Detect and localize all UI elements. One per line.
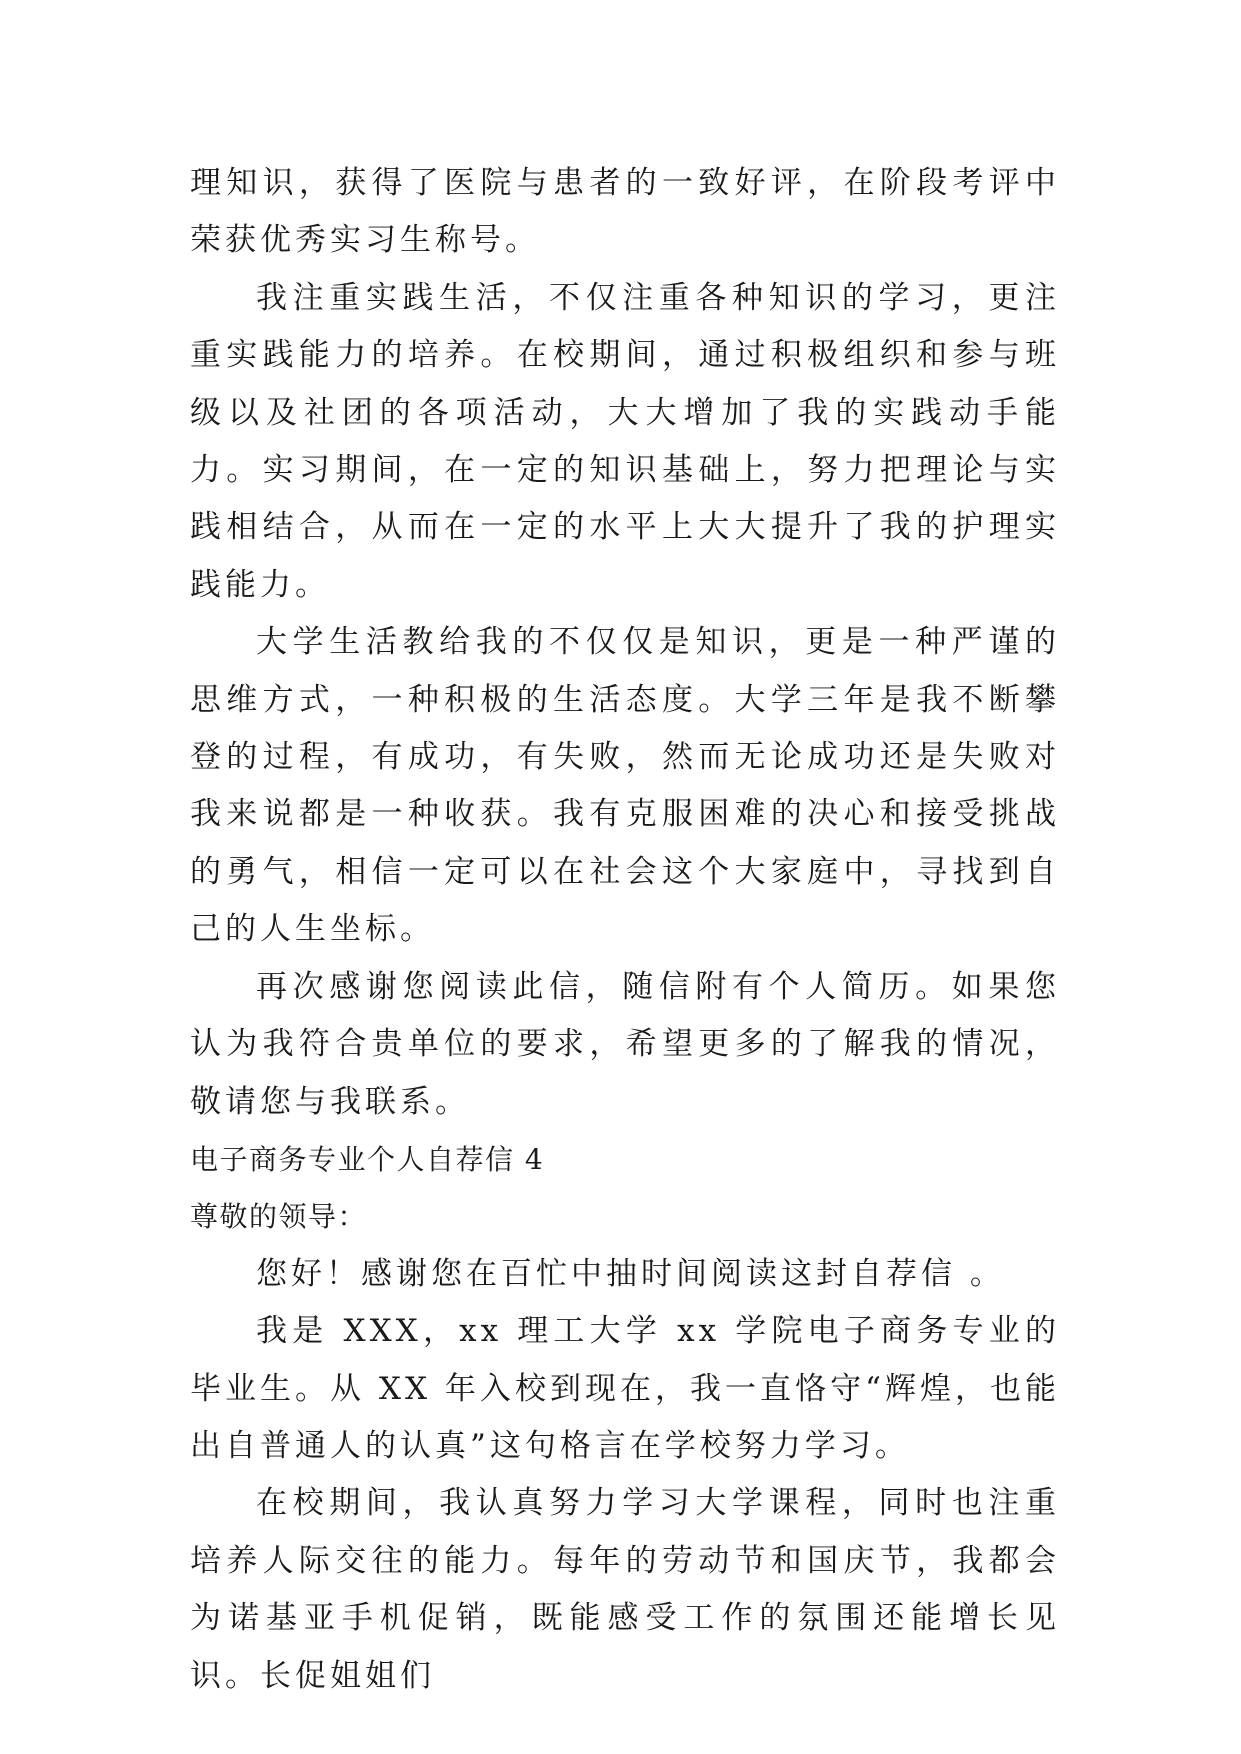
paragraph-campus-activities: 在校期间，我认真努力学习大学课程，同时也注重培养人际交往的能力。每年的劳动节和国庆节，我都会为诺基亚手机促销，既能感受工作的氛围还能增长见识。长促姐姐们 xyxy=(190,1485,1060,1694)
document-body xyxy=(190,155,1060,1705)
paragraph-practice: 我注重实践生活，不仅注重各种知识的学习，更注重实践能力的培养。在校期间，通过积极组织和参与班级以及社团的各项活动，大大增加了我的实践动手能力。实习期间，在一定的知识基础上，努力把理论与实践相结合，从而在一定的水平上大大提升了我的护理实践能力。 xyxy=(190,279,1060,603)
paragraph-greeting: 您好！感谢您在百忙中抽时间阅读这封自荐信 。 xyxy=(256,1255,1005,1292)
section-title: 电子商务专业个人自荐信 4 xyxy=(190,1142,545,1176)
paragraph-introduction: 我是 XXX，xx 理工大学 xx 学院电子商务专业的毕业生。从 XX 年入校到现在，我一直恪守“辉煌，也能出自普通人的认真”这句格言在学校努力学习。 xyxy=(190,1313,1060,1464)
paragraph-continuation: 理知识，获得了医院与患者的一致好评，在阶段考评中荣获优秀实习生称号。 xyxy=(190,165,1060,259)
paragraph-closing: 再次感谢您阅读此信，随信附有个人简历。如果您认为我符合贵单位的要求，希望更多的了解我的情况，敬请您与我联系。 xyxy=(190,968,1060,1120)
paragraph-university-life: 大学生活教给我的不仅仅是知识，更是一种严谨的思维方式，一种积极的生活态度。大学三年是我不断攀登的过程，有成功，有失败，然而无论成功还是失败对我来说都是一种收获。我有克服困难的决心和接受挑战的勇气，相信一定可以在社会这个大家庭中，寻找到自己的人生坐标。 xyxy=(190,624,1060,948)
salutation: 尊敬的领导： xyxy=(190,1200,368,1234)
